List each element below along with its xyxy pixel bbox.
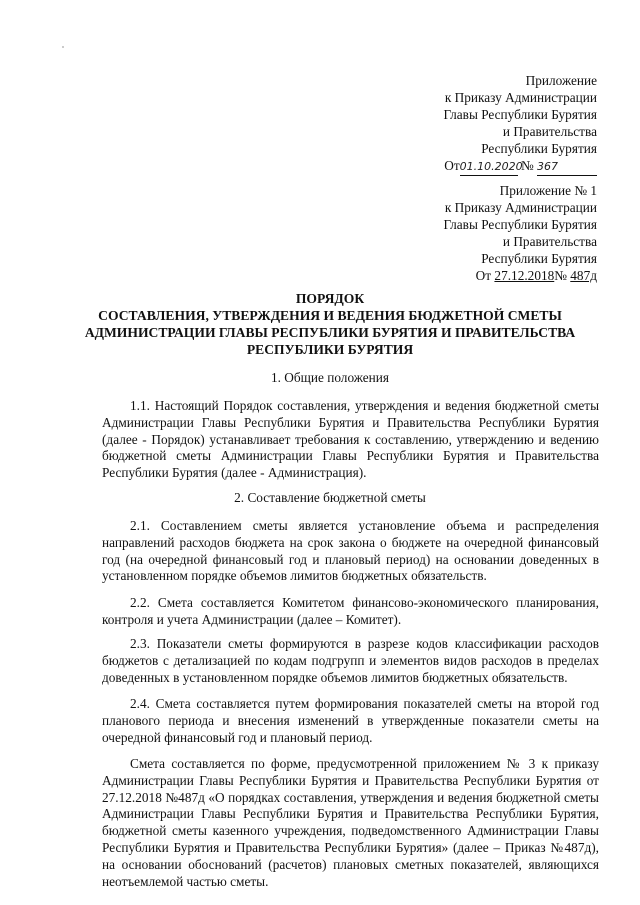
header-line: и Правительства — [502, 234, 597, 249]
header-line: к Приказу Администрации — [444, 200, 597, 215]
header-line: Республики Бурятия — [481, 141, 597, 156]
appendix-header — [443, 72, 597, 176]
title-line: РЕСПУБЛИКИ БУРЯТИЯ — [246, 342, 414, 357]
section-heading-1: 1. Общие положения — [270, 370, 390, 385]
title-line: СОСТАВЛЕНИЯ, УТВЕРЖДЕНИЯ И ВЕДЕНИЯ БЮДЖЕТНОЙ СМЕТЫ — [98, 308, 562, 323]
title-line: ПОРЯДОК — [295, 291, 365, 306]
header-line: Приложение — [525, 73, 597, 88]
paragraph-2-1: 2.1. Составлением сметы является установление объема и распределения направлений расходов бюджета на срок закона о бюджете на очередной финансовый год (на очередной финансовый год и плановый период) на основании доведенных в установленном порядке объемов лимитов бюджетных обязательств. — [102, 518, 599, 584]
handwritten-number: 367 — [537, 157, 597, 176]
handwritten-date: 01.10.2020 — [460, 157, 518, 176]
header-line: Республики Бурятия — [481, 251, 597, 266]
paragraph-2-3: 2.3. Показатели сметы формируются в разрезе кодов классификации расходов бюджетов с детализацией по кодам подгрупп и элементов видов расходов в пределах доведенных в установленном порядке объемов лимитов бюджетных обязательств. — [102, 636, 599, 685]
order-date: 27.12.2018 — [494, 268, 555, 283]
document-title — [60, 290, 600, 358]
header-line: к Приказу Администрации — [444, 90, 597, 105]
title-line: АДМИНИСТРАЦИИ ГЛАВЫ РЕСПУБЛИКИ БУРЯТИЯ И ПРАВИТЕЛЬСТВА — [84, 325, 576, 340]
paragraph-2-2: 2.2. Смета составляется Комитетом финансово-экономического планирования, контроля и учета Администрации (далее – Комитет). — [102, 595, 599, 627]
header-line: и Правительства — [502, 124, 597, 139]
header-line: Главы Республики Бурятия — [443, 217, 597, 232]
number-label: № — [554, 268, 567, 283]
scan-speck — [62, 46, 64, 48]
paragraph-2-5: Смета составляется по форме, предусмотренной приложением № 3 к приказу Администрации Главы Республики Бурятия и Правительства Республики Бурятия от 27.12.2018 №487д «О порядках составления, утверждения и ведения бюджетной сметы Администрации Главы Республики Бурятия и Правительства Республики Бурятия, бюджетной сметы казенного учреждения, подведомственного Администрации Главы Республики Бурятия и Правительства Республики Бурятия» (далее – Приказ №487д), на основании обоснований (расчетов) плановых сметных показателей, являющихся неотъемлемой частью сметы. — [102, 756, 599, 889]
header-line: Приложение № 1 — [499, 183, 597, 198]
paragraph-2-4: 2.4. Смета составляется путем формирования показателей сметы на второй год планового периода и внесения изменений в утвержденные показатели сметы на очередной финансовый год и плановый период. — [102, 696, 599, 745]
header-date-line — [443, 267, 597, 284]
appendix-1-header — [443, 182, 597, 284]
header-line: Главы Республики Бурятия — [443, 107, 597, 122]
header-date-line — [443, 157, 597, 176]
section-heading-2: 2. Составление бюджетной сметы — [234, 490, 426, 505]
paragraph-1-1: 1.1. Настоящий Порядок составления, утверждения и ведения бюджетной сметы Администрации Главы Республики Бурятия и Правительства Республики Бурятия (далее - Порядок) устанавливает требования к составлению, утверждению и ведению бюджетной сметы Администрации Главы Республики Бурятия и Правительства Республики Бурятия (далее - Администрация). — [102, 398, 599, 481]
from-label: От — [444, 158, 460, 173]
from-label: От — [475, 268, 492, 283]
number-label: № — [520, 158, 534, 173]
order-number: 487д — [570, 268, 597, 283]
